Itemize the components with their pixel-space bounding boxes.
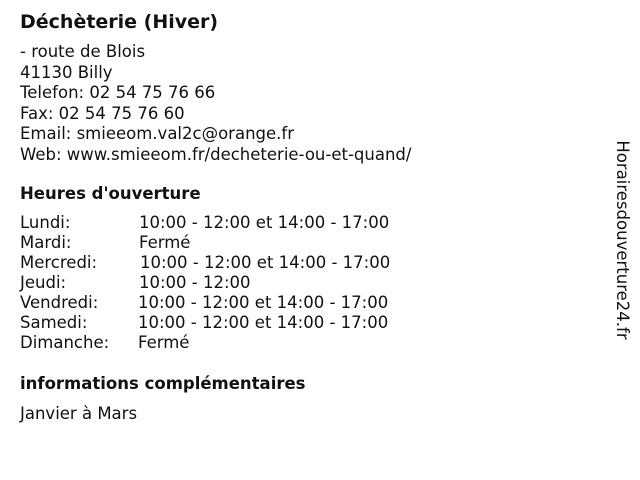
- hours-value: 10:00 - 12:00 et 14:00 - 17:00: [138, 293, 389, 312]
- phone-text: Telefon: 02 54 75 76 66: [20, 83, 216, 102]
- day-label: Mardi:: [20, 233, 72, 252]
- address-line-1: - route de Blois: [20, 42, 146, 61]
- fax-text: Fax: 02 54 75 76 60: [20, 103, 185, 123]
- hours-value: 10:00 - 12:00 et 14:00 - 17:00: [138, 313, 389, 332]
- hours-value: Fermé: [138, 333, 190, 352]
- opening-hours-heading: Heures d'ouverture: [20, 184, 201, 203]
- address-line-2: 41130 Billy: [20, 62, 113, 82]
- day-label: Lundi:: [20, 213, 71, 232]
- hours-value: 10:00 - 12:00: [139, 273, 251, 292]
- additional-info-heading: informations complémentaires: [20, 374, 306, 393]
- hours-value: 10:00 - 12:00 et 14:00 - 17:00: [139, 213, 390, 232]
- contact-block: [20, 42, 411, 165]
- day-label: Mercredi:: [20, 253, 98, 272]
- site-watermark: Horairesdouverture24.fr: [613, 140, 632, 340]
- website-text: Web: www.smieeom.fr/decheterie-ou-et-quand/: [20, 144, 412, 164]
- email-text: Email: smieeom.val2c@orange.fr: [20, 124, 294, 143]
- hours-value: Fermé: [139, 233, 191, 252]
- day-label: Vendredi:: [20, 293, 99, 312]
- page-title: Déchèterie (Hiver): [20, 11, 219, 33]
- day-label: Jeudi:: [20, 273, 67, 292]
- day-label: Samedi:: [20, 313, 88, 332]
- additional-info-text: Janvier à Mars: [20, 404, 138, 423]
- hours-value: 10:00 - 12:00 et 14:00 - 17:00: [140, 253, 391, 272]
- day-label: Dimanche:: [20, 333, 110, 352]
